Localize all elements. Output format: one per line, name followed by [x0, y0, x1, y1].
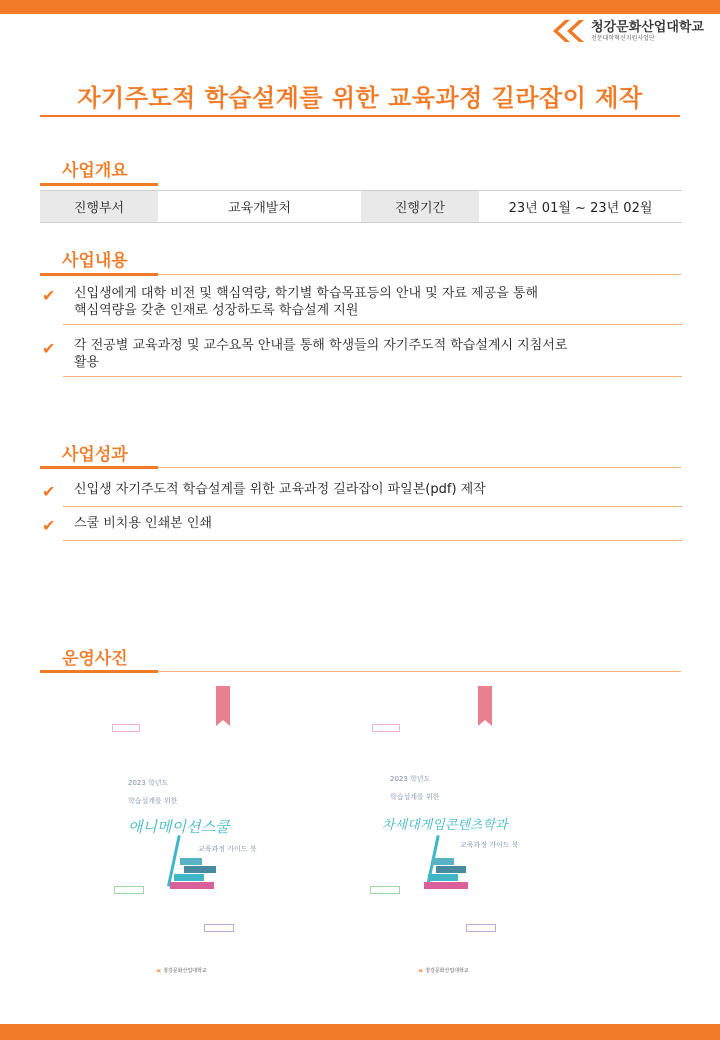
list-item-text: 신입생 자기주도적 학습설계를 위한 교육과정 길라잡이 파일본(pdf) 제작	[74, 482, 486, 497]
list-item	[42, 337, 682, 371]
decor-bracket	[370, 886, 400, 894]
check-icon: ✔	[42, 339, 56, 358]
guidebook-cover-photo[interactable]	[340, 686, 598, 1012]
top-accent-bar	[0, 0, 720, 14]
section-underline	[40, 466, 158, 469]
logo-mark-icon: «	[418, 966, 424, 975]
check-icon: ✔	[42, 516, 56, 535]
cover-year: 2023 학년도	[390, 775, 431, 783]
bookmark-ribbon	[478, 686, 492, 720]
cover-logo	[156, 966, 207, 975]
list-item-text: 스쿨 비치용 인쇄본 인쇄	[74, 516, 212, 531]
decor-bracket	[204, 924, 234, 932]
section-heading-overview: 사업개요	[62, 161, 128, 181]
cover-year: 2023 학년도	[128, 779, 169, 787]
dept-label: 진행부서	[40, 191, 158, 222]
decor-bracket	[112, 724, 140, 732]
bookmark-ribbon	[216, 686, 230, 720]
book-illustration	[428, 874, 458, 881]
cover-guide-title: 교육과정 가이드 북	[198, 845, 257, 853]
section-heading-content: 사업내용	[62, 251, 128, 271]
list-item	[42, 285, 682, 319]
cover-guide-title: 교육과정 가이드 북	[460, 841, 519, 849]
bottom-accent-bar	[0, 1024, 720, 1040]
guidebook-cover-photo[interactable]	[72, 686, 330, 1012]
list-item	[42, 515, 682, 535]
book-illustration	[184, 866, 216, 873]
item-divider	[63, 506, 682, 507]
section-underline	[40, 273, 158, 276]
book-illustration	[424, 882, 468, 889]
decor-bracket	[372, 724, 400, 732]
section-rule	[158, 671, 681, 672]
book-illustration	[432, 858, 454, 865]
cover-logo	[418, 966, 469, 975]
section-rule	[158, 467, 681, 468]
list-item	[42, 481, 682, 501]
item-divider	[63, 324, 682, 325]
title-divider	[40, 115, 680, 117]
decor-bracket	[466, 924, 496, 932]
list-item-line: 핵심역량을 갖춘 인재로 성장하도록 학습설계 지원	[74, 303, 359, 318]
book-illustration	[174, 874, 204, 881]
section-heading-results: 사업성과	[62, 445, 128, 465]
book-illustration	[170, 882, 214, 889]
check-icon: ✔	[42, 482, 56, 501]
logo-subtitle: 전문대학혁신지원사업단	[590, 34, 655, 42]
cover-logo-text: 청강문화산업대학교	[163, 968, 207, 974]
cover-subtitle: 학습설계를 위한	[390, 793, 440, 801]
university-logo[interactable]	[549, 18, 704, 44]
period-label: 진행기간	[361, 191, 479, 222]
cover-department: 차세대게임콘텐츠학과	[382, 818, 508, 833]
dept-value: 교육개발처	[228, 201, 291, 216]
section-underline	[40, 183, 158, 186]
list-item-line: 각 전공별 교육과정 및 교수요목 안내를 통해 학생들의 자기주도적 학습설계시 지침서로	[74, 338, 568, 353]
item-divider	[63, 376, 682, 377]
period-value: 23년 01월 ~ 23년 02월	[508, 201, 653, 216]
logo-name: 청강문화산업대학교	[590, 19, 704, 35]
section-heading-photos: 운영사진	[62, 649, 128, 669]
book-illustration	[436, 866, 466, 873]
page-title: 자기주도적 학습설계를 위한 교육과정 길라잡이 제작	[77, 84, 643, 112]
section-rule	[158, 274, 681, 275]
decor-bracket	[114, 886, 144, 894]
logo-mark-icon	[549, 18, 585, 44]
cover-department: 애니메이션스쿨	[128, 818, 230, 836]
cover-subtitle: 학습설계를 위한	[128, 797, 178, 805]
list-item-line: 활용	[74, 355, 100, 370]
check-icon: ✔	[42, 286, 56, 305]
list-item-line: 신입생에게 대학 비전 및 핵심역량, 학기별 학습목표등의 안내 및 자료 제공을 통해	[74, 286, 539, 301]
logo-mark-icon: «	[156, 966, 162, 975]
book-illustration	[180, 858, 202, 865]
item-divider	[63, 540, 682, 541]
section-underline	[40, 670, 158, 673]
cover-logo-text: 청강문화산업대학교	[425, 968, 469, 974]
overview-table	[40, 190, 682, 223]
